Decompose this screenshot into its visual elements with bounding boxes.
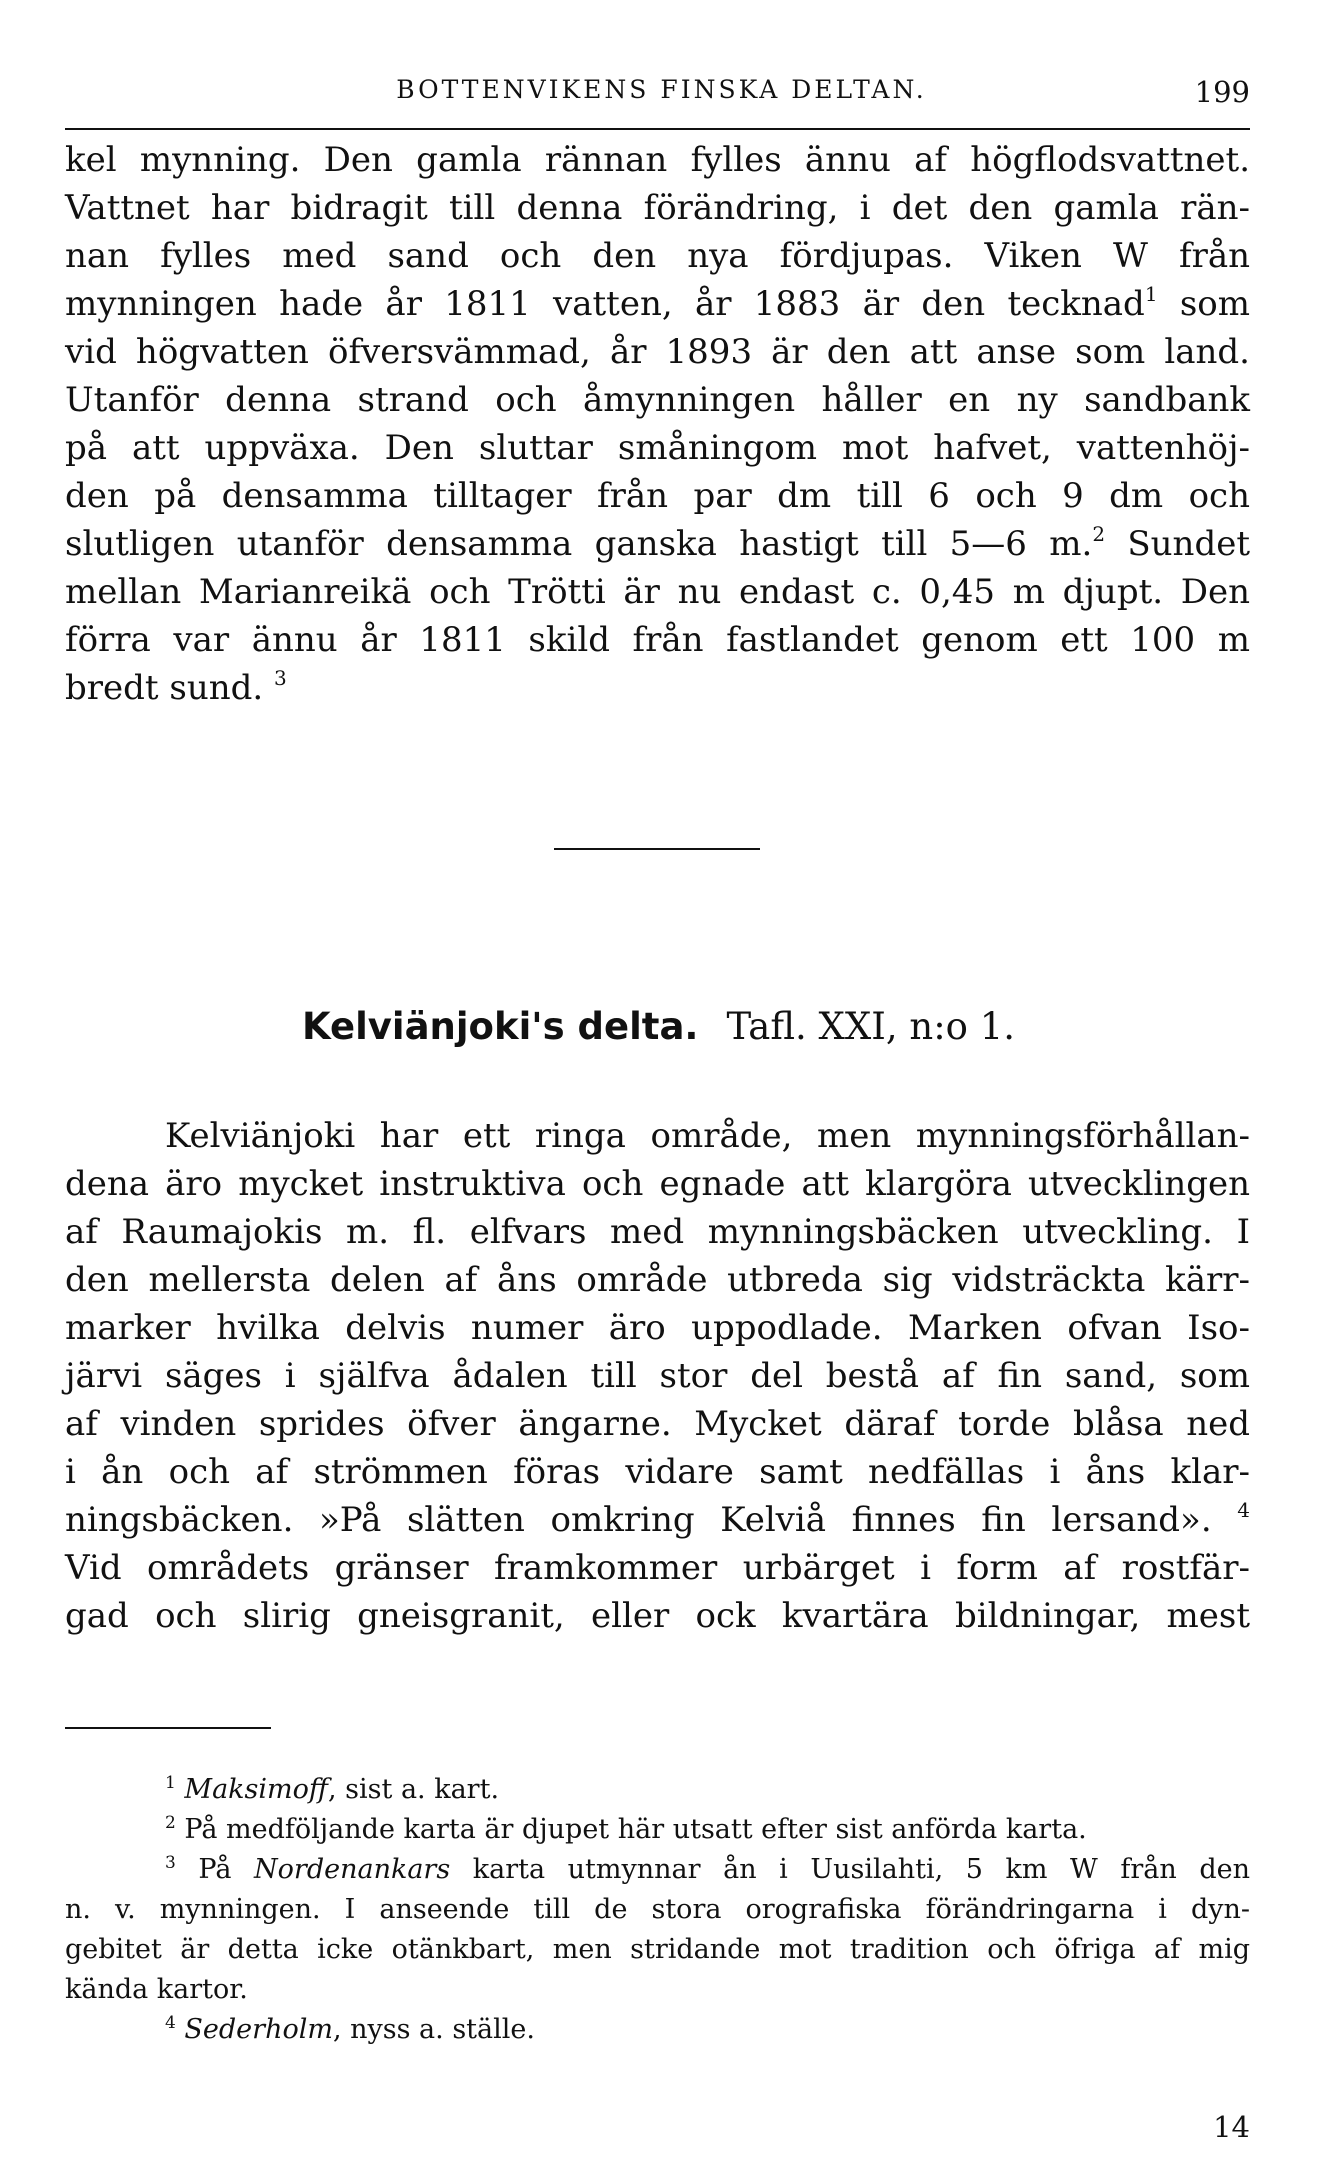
text-line: vid högvatten öfversvämmad, år 1893 är den att anse som land. [65,332,1250,372]
footnote-author: Sederholm [184,2014,333,2045]
text-line: i ån och af strömmen föras vidare samt nedfällas i åns klar- [65,1452,1250,1492]
text-line: på att uppväxa. Den sluttar småningom mot hafvet, vattenhöj- [65,428,1250,468]
section-heading [0,1005,1317,1048]
running-title: BOTTENVIKENS FINSKA DELTAN. [396,75,927,104]
text-line: af vinden sprides öfver ängarne. Mycket däraf torde blåsa ned [65,1404,1250,1444]
text-line: kel mynning. Den gamla rännan fylles ännu af högflodsvattnet. [65,140,1250,180]
footnote-ref-2: 2 [1092,522,1106,546]
footnote-ref-3: 3 [274,666,287,690]
footnote-3-line: gebitet är detta icke otänkbart, men stridande mot tradition och öfriga af mig [65,1934,1250,1965]
text-line [65,664,1250,712]
text-line [65,280,1250,328]
text-line: gad och slirig gneisgranit, eller ock kvartära bildningar, mest [65,1596,1250,1636]
footnote-4 [65,2010,1250,2050]
footnote-3-line: kända kartor. [65,1974,248,2005]
header-rule [65,128,1250,130]
footnote-text: , sist a. kart. [328,1774,500,1805]
footnote-mark: 1 [165,1773,176,1793]
text-line [65,1496,1250,1544]
footnote-mark: 2 [165,1813,176,1833]
text-line: dena äro mycket instruktiva och egnade att klargöra utvecklingen [65,1164,1250,1204]
footnote-mark: 3 [165,1853,176,1873]
text-line: Vid områdets gränser framkommer urbärget i form af rostfär- [65,1548,1250,1588]
section-divider [554,848,760,850]
signature-mark: 14 [1213,2110,1250,2144]
footnote-mark: 4 [165,2013,176,2033]
text-line [65,520,1250,568]
text-segment: mynningen hade år 1811 vatten, år 1883 är den tecknad [65,284,1145,324]
footnote-text: , nyss a. ställe. [332,2014,535,2045]
footnote-author: Nordenankars [254,1854,451,1885]
paragraph-2 [65,1112,1250,1640]
footnote-ref-4: 4 [1237,1498,1250,1522]
text-line: Kelviänjoki har ett ringa område, men mynningsförhållan- [165,1116,1250,1156]
text-segment: ningsbäcken. »På slätten omkring Kelviå finnes fin lersand». [65,1500,1212,1540]
footnote-text: karta utmynnar ån i Uusilahti, 5 km W från den [450,1854,1250,1885]
footnotes [65,1770,1250,2050]
footnote-text: På medföljande karta är djupet här utsatt efter sist anförda karta. [184,1814,1087,1845]
paragraph-1 [65,136,1250,712]
footnote-author: Maksimoff [184,1774,329,1805]
text-line: Utanför denna strand och åmynningen håller en ny sandbank [65,380,1250,420]
footnote-3 [65,1850,1250,1890]
text-segment: slutligen utanför densamma ganska hastigt till 5—6 m. [65,524,1093,564]
text-line: mellan Marianreikä och Trötti är nu endast c. 0,45 m djupt. Den [65,572,1250,612]
footnote-ref-1: 1 [1144,282,1158,306]
text-segment: Sundet [1105,524,1250,564]
plate-reference: Tafl. XXI, n:o 1. [726,1005,1016,1048]
text-line: järvi säges i själfva ådalen till stor del bestå af fin sand, som [65,1356,1250,1396]
footnote-2 [65,1810,1250,1850]
text-line: nan fylles med sand och den nya fördjupas. Viken W från [65,236,1250,276]
text-line: förra var ännu år 1811 skild från fastlandet genom ett 100 m [65,620,1250,660]
section-title: Kelviänjoki's delta. [301,1005,699,1048]
text-line: Vattnet har bidragit till denna förändring, i det den gamla rän- [65,188,1250,228]
text-segment: bredt sund. [65,668,264,708]
text-line: af Raumajokis m. fl. elfvars med mynningsbäcken utveckling. I [65,1212,1250,1252]
text-segment: som [1157,284,1250,324]
footnote-text: På [198,1854,255,1885]
page-number: 199 [1194,75,1250,109]
footnote-rule [65,1727,271,1729]
text-line: marker hvilka delvis numer äro uppodlade. Marken ofvan Iso- [65,1308,1250,1348]
footnote-3-line: n. v. mynningen. I anseende till de stora orografiska förändringarna i dyn- [65,1894,1250,1925]
text-line: den på densamma tilltager från par dm till 6 och 9 dm och [65,476,1250,516]
text-line: den mellersta delen af åns område utbreda sig vidsträckta kärr- [65,1260,1250,1300]
footnote-1 [65,1770,1250,1810]
